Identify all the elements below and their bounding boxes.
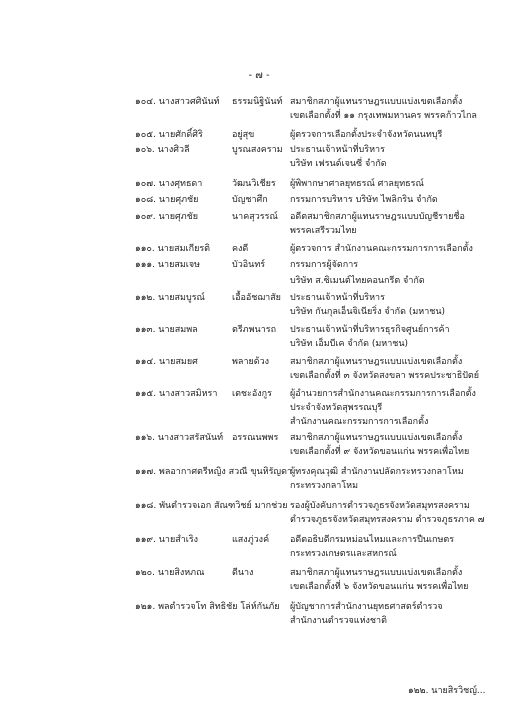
person-name: ๑๐๖. นางศิวลี	[135, 145, 190, 155]
list-row	[0, 305, 518, 319]
person-name: ๑๑๕. นางสาวสมิหรา	[135, 389, 218, 399]
person-name: ๑๑๖. นางสาวสรัสนันท์	[135, 433, 224, 443]
person-surname: วัฒนวิเชียร	[232, 179, 276, 189]
person-name: ๑๑๗. พลอากาศตรีหญิง สวณี ขุนหิรัญดา	[135, 467, 292, 477]
list-row	[0, 109, 518, 123]
person-position: รองผู้บังคับการตำรวจภูธรจังหวัดสมุทรสงคราม	[290, 501, 470, 511]
person-surname: ดีนาง	[232, 568, 254, 578]
person-surname: คงดี	[232, 244, 249, 254]
page-number: - ๗ -	[248, 70, 270, 81]
list-row	[0, 415, 518, 429]
person-position: บริษัท ส.ซิเมนต์ไทยคอนกรีต จำกัด	[290, 276, 425, 286]
person-surname: พลายด้วง	[232, 357, 270, 367]
list-row	[0, 465, 518, 479]
person-surname: เอื้ออัชฌาสัย	[232, 293, 281, 303]
person-position: ประธานเจ้าหน้าที่บริหาร	[290, 293, 385, 303]
person-position: อดีตอธิบดีกรมหม่อนไหมและการปืนเกษตร	[290, 535, 455, 545]
person-position: ประจำจังหวัดสุพรรณบุรี	[290, 403, 383, 413]
person-surname: ธรรมนิฐินันท์	[232, 97, 283, 107]
list-row	[0, 274, 518, 288]
list-row	[0, 95, 518, 109]
person-name: ๑๑๐. นายสมเกียรติ	[135, 244, 211, 254]
person-position: สำนักงานคณะกรรมการการเลือกตั้ง	[290, 417, 429, 427]
list-row	[0, 445, 518, 459]
person-position: สำนักงานตำรวจแห่งชาติ	[290, 616, 387, 626]
person-surname: บัญชาศึก	[232, 195, 268, 205]
list-row	[0, 242, 518, 256]
person-position: สมาชิกสภาผู้แทนราษฎรแบบแบ่งเขตเลือกตั้ง	[290, 433, 463, 443]
person-position: ประธานเจ้าหน้าที่บริหาร	[290, 145, 385, 155]
person-name: ๑๐๙. นายศุภชัย	[135, 212, 199, 222]
person-name: ๑๑๓. นายสมพล	[135, 325, 198, 335]
list-row	[0, 479, 518, 493]
list-row	[0, 387, 518, 401]
list-row	[0, 614, 518, 628]
list-row	[0, 547, 518, 561]
list-row	[0, 210, 518, 224]
person-position: ผู้พิพากษาศาลยุทธรณ์ ศาลยุทธรณ์	[290, 179, 424, 189]
person-position: ผู้ทรงคุณวุฒิ สำนักงานปลัดกระทรวงกลาโหม	[290, 467, 464, 477]
person-position: บริษัท เอ็มบีเค จำกัด (มหาชน)	[290, 339, 409, 349]
list-row	[0, 499, 518, 513]
person-position: กรรมการบริหาร บริษัท ไพลิกริน จำกัด	[290, 195, 438, 205]
person-position: ผู้บัญชาการสำนักงานยุทธศาสตร์ตำรวจ	[290, 602, 443, 612]
list-row	[0, 177, 518, 191]
person-name: ๑๒๑. พลตำรวจโท สิทธิชัย โล่ห์กันภัย	[135, 602, 280, 612]
list-row	[0, 128, 518, 142]
person-position: ผู้อำนวยการสำนักงานคณะกรรมการการเลือกตั้ง	[290, 389, 476, 399]
list-row	[0, 291, 518, 305]
list-row	[0, 600, 518, 614]
continuation-text: ๑๒๒. นายสิรวิชญ์...	[408, 686, 486, 696]
person-surname: อยู่สุข	[232, 130, 255, 140]
person-name: ๑๐๘. นายศุภชัย	[135, 195, 199, 205]
person-position: ผู้ตรวจการเลือกตั้งประจำจังหวัดนนทบุรี	[290, 130, 443, 140]
person-name: ๑๐๗. นางศุทธดา	[135, 179, 203, 189]
list-row	[0, 533, 518, 547]
person-position: พรรคเสรีรวมไทย	[290, 226, 357, 236]
person-name: ๑๑๔. นายสมยศ	[135, 357, 198, 367]
person-position: กระทรวงกลาโหม	[290, 481, 359, 491]
person-surname: อรรณนพพร	[232, 433, 279, 443]
list-row	[0, 258, 518, 272]
person-surname: บูรณสงคราม	[232, 145, 283, 155]
person-surname: นาคสุวรรณ์	[232, 212, 278, 222]
person-position: กรรมการผู้จัดการ	[290, 260, 359, 270]
list-row	[0, 580, 518, 594]
person-position: เขตเลือกตั้งที่ ๑๑ กรุงเทพมหานคร พรรคก้าวไกล	[290, 111, 477, 121]
list-row	[0, 323, 518, 337]
person-name: ๑๑๑. นายสมเจษ	[135, 260, 201, 270]
person-name: ๑๑๙. นายสำเริง	[135, 535, 199, 545]
person-surname: แสงภู่วงค์	[232, 535, 270, 545]
list-row	[0, 193, 518, 207]
person-position: เขตเลือกตั้งที่ ๓ จังหวัดสงขลา พรรคประชาธิปัตย์	[290, 371, 480, 381]
person-name: ๑๑๒. นายสมบูรณ์	[135, 293, 205, 303]
person-position: บริษัท กันกุลเอ็นจิเนียริ่ง จำกัด (มหาชน)	[290, 307, 446, 317]
person-position: กระทรวงเกษตรและสหกรณ์	[290, 549, 397, 559]
person-position: เขตเลือกตั้งที่ ๙ จังหวัดขอนแก่น พรรคเพื่อไทย	[290, 447, 470, 457]
list-row	[0, 369, 518, 383]
person-position: สมาชิกสภาผู้แทนราษฎรแบบแบ่งเขตเลือกตั้ง	[290, 568, 463, 578]
list-row	[0, 513, 518, 527]
list-row	[0, 337, 518, 351]
person-position: บริษัท เฟรนด์เจนซี่ จำกัด	[290, 159, 387, 169]
list-row	[0, 401, 518, 415]
person-position: ผู้ตรวจการ สำนักงานคณะกรรมการการเลือกตั้ง	[290, 244, 473, 254]
list-row	[0, 143, 518, 157]
person-surname: บัวอินทร์	[232, 260, 266, 270]
list-row	[0, 224, 518, 238]
list-row	[0, 157, 518, 171]
person-name: ๑๑๘. พันตำรวจเอก สัณฑวิชย์ มากช่วย	[135, 501, 288, 511]
person-position: ตำรวจภูธรจังหวัดสมุทรสงคราม ตำรวจภูธรภาค ๗	[290, 515, 485, 525]
person-name: ๑๒๐. นายสิงหภณ	[135, 568, 205, 578]
list-row	[0, 355, 518, 369]
person-name: ๑๐๔. นางสาวศศินันท์	[135, 97, 220, 107]
person-surname: ตรีภพนารถ	[232, 325, 277, 335]
person-position: สมาชิกสภาผู้แทนราษฎรแบบแบ่งเขตเลือกตั้ง	[290, 97, 463, 107]
person-surname: เตชะอังกูร	[232, 389, 272, 399]
person-position: ประธานเจ้าหน้าที่บริหารธุรกิจศูนย์การค้า	[290, 325, 450, 335]
list-row	[0, 566, 518, 580]
person-position: สมาชิกสภาผู้แทนราษฎรแบบแบ่งเขตเลือกตั้ง	[290, 357, 463, 367]
list-row	[0, 431, 518, 445]
person-position: อดีตสมาชิกสภาผู้แทนราษฎรแบบบัญชีรายชื่อ	[290, 212, 465, 222]
person-position: เขตเลือกตั้งที่ ๖ จังหวัดขอนแก่น พรรคเพื่อไทย	[290, 582, 469, 592]
person-name: ๑๐๕. นายศักดิ์ศิริ	[135, 130, 203, 140]
